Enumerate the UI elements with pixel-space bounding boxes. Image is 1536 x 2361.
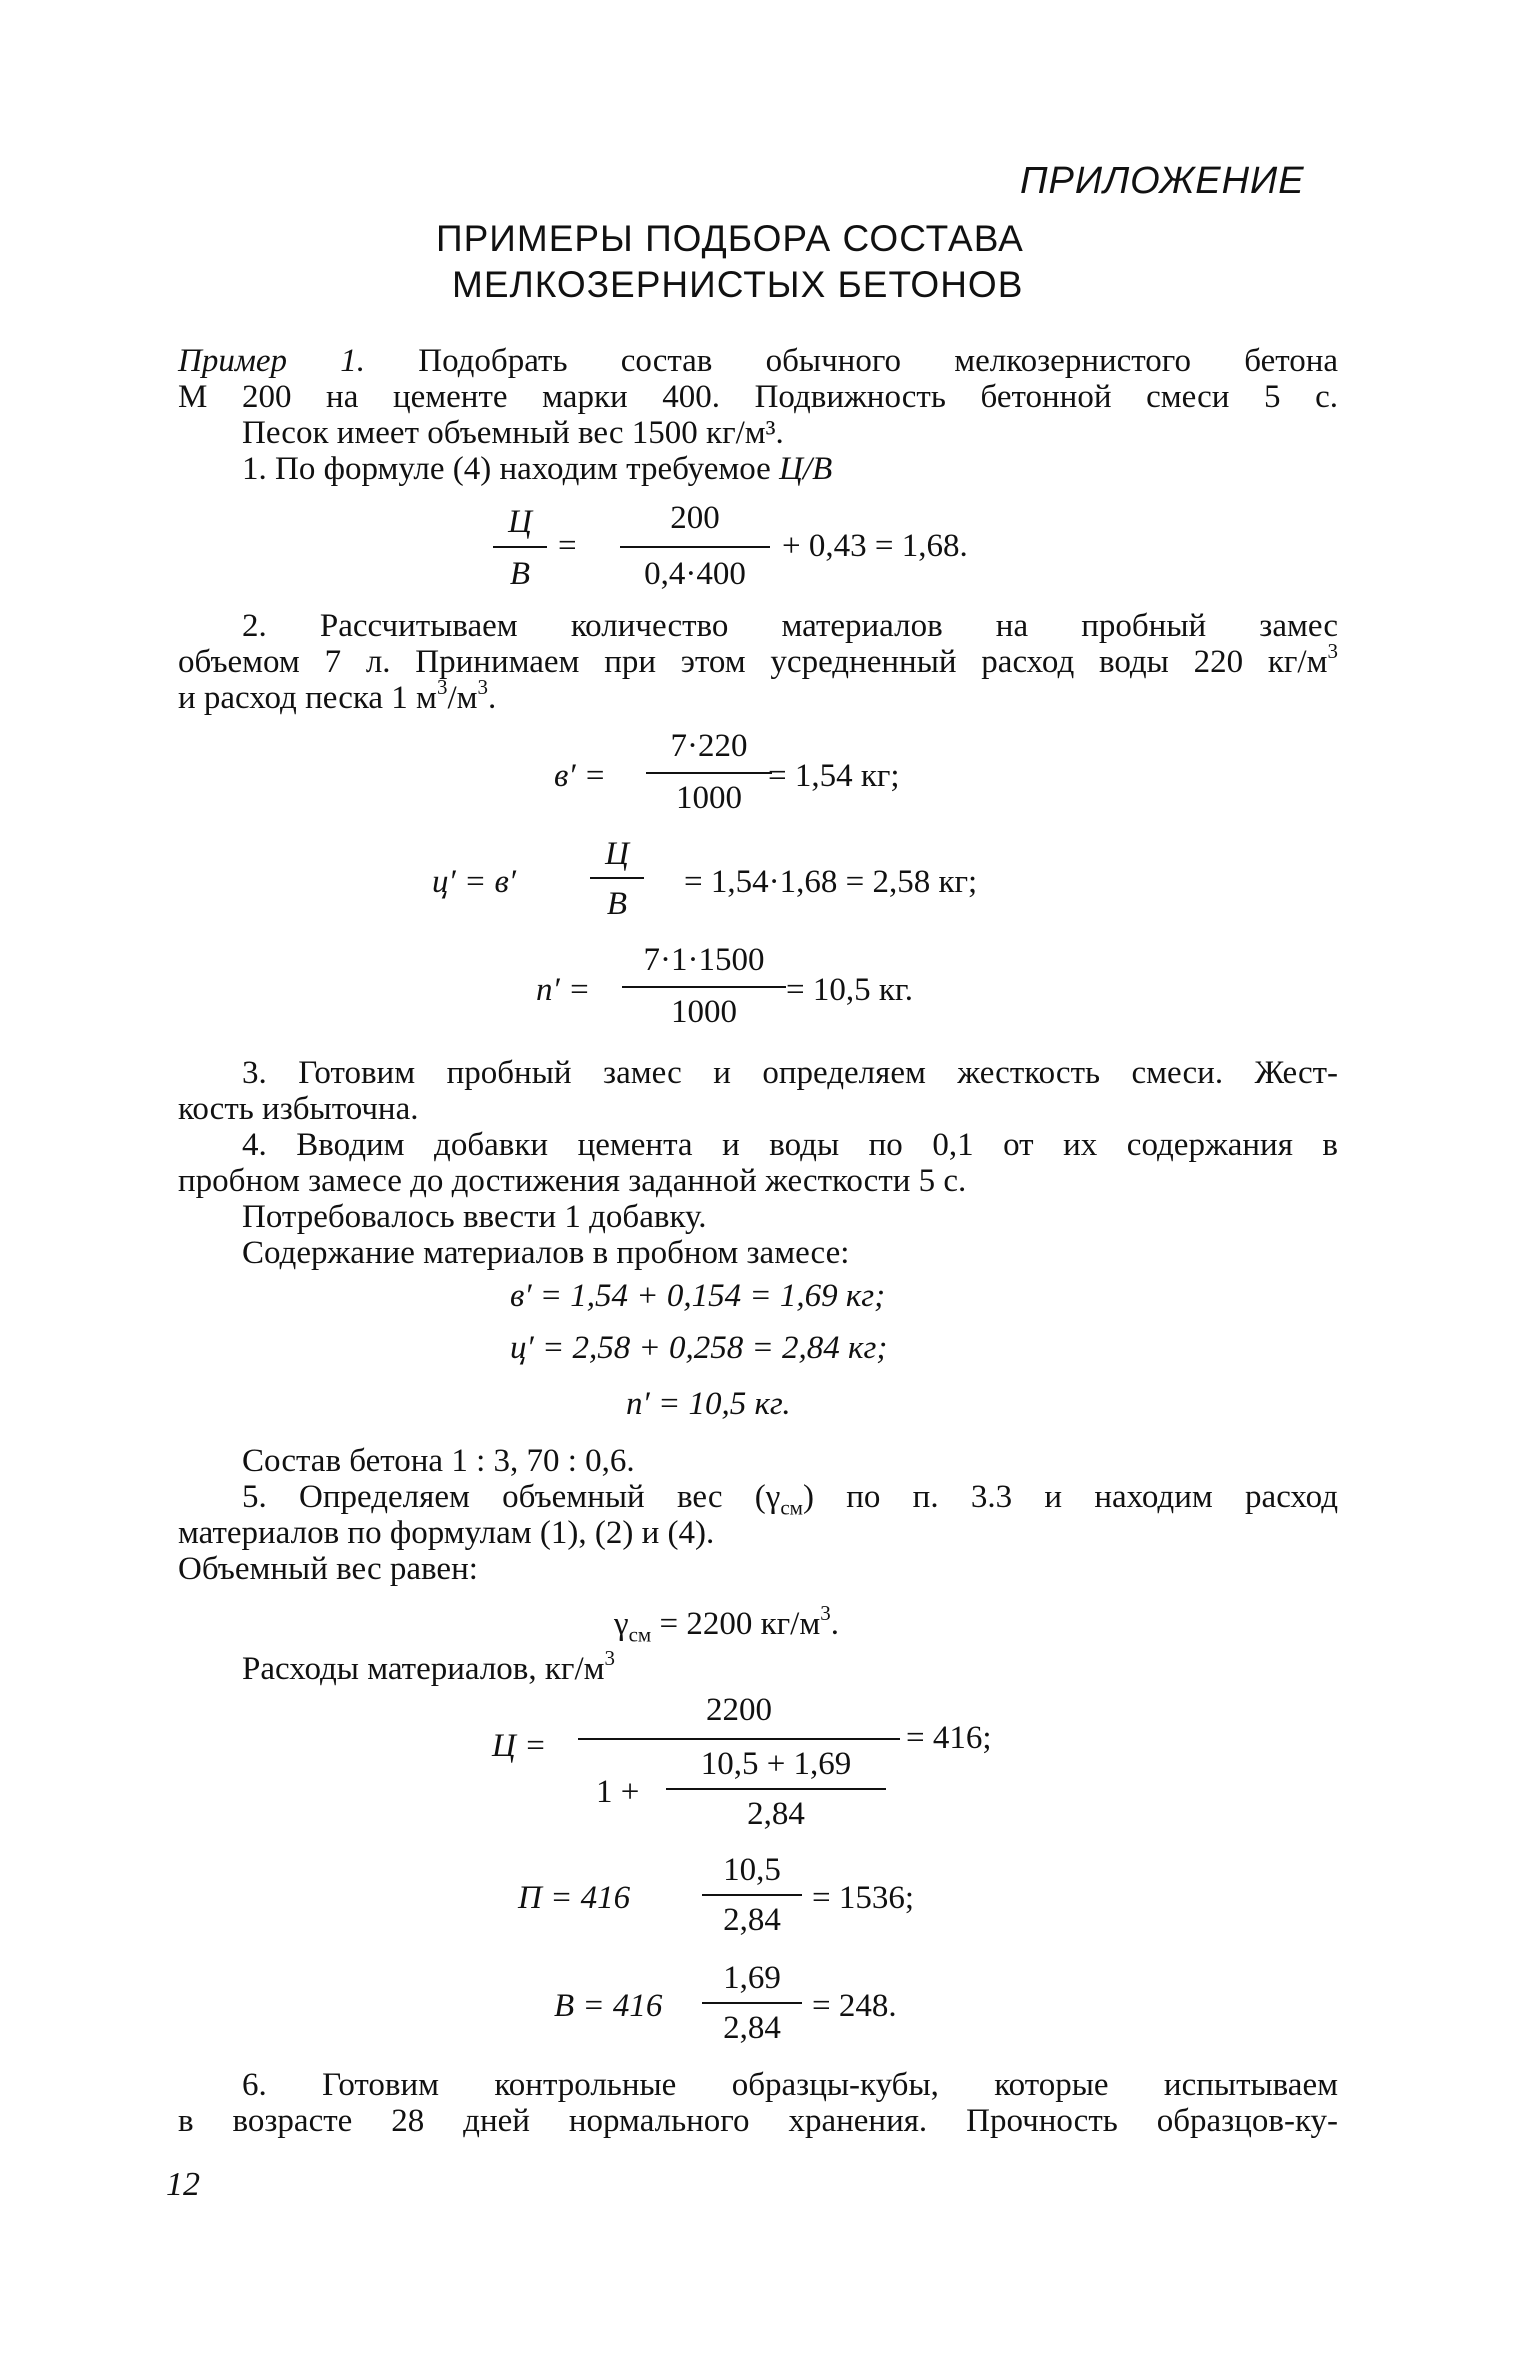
step-4-line-4: Содержание материалов в пробном замесе: xyxy=(242,1235,850,1271)
eq3-numerator: Ц xyxy=(605,836,629,872)
eq5-line-2: ц′ = 2,58 + 0,258 = 2,84 кг; xyxy=(510,1330,888,1366)
example-1-line-3: Песок имеет объемный вес 1500 кг/м³. xyxy=(242,415,784,451)
step-5-line-2: материалов по формулам (1), (2) и (4). xyxy=(178,1515,715,1551)
example-label: Пример 1. xyxy=(178,343,366,379)
consumption-heading: Расходы материалов, $кг/м^3$ xyxy=(242,1646,616,1687)
step-1-text: 1. По формуле (4) находим требуемое xyxy=(242,451,780,487)
eq8-numerator: 10,5 xyxy=(723,1852,781,1888)
eq7-bar xyxy=(578,1738,900,1740)
section-title-line-1: ПРИМЕРЫ ПОДБОРА СОСТАВА xyxy=(436,218,1024,259)
eq7-numerator: 2200 xyxy=(706,1692,772,1728)
eq7-inner-numerator: 10,5 + 1,69 xyxy=(700,1746,852,1782)
eq1-bar xyxy=(620,546,770,548)
eq4-numerator: 7·1·1500 xyxy=(643,942,765,978)
equation-6: $\gamma_{см} = 2200$ $кг/м^3$. xyxy=(614,1601,839,1647)
step-3-line-2: кость избыточна. xyxy=(178,1091,419,1127)
step-5-line-1: 5. Определяем объемный вес $(\gamma_{см})$ по п. 3.3 и находим расход xyxy=(242,1479,1338,1520)
appendix-label: ПРИЛОЖЕНИЕ xyxy=(1020,160,1305,202)
eq2-numerator: 7·220 xyxy=(670,728,748,764)
eq8-tail: = 1536; xyxy=(812,1880,915,1916)
eq5-line-3: п′ = 10,5 кг. xyxy=(626,1386,791,1422)
example-1-text: Подобрать состав обычного мелкозернистого бетона xyxy=(418,343,1339,379)
eq8-lhs: П = 416 xyxy=(518,1880,631,1916)
eq3-tail: = 1,54·1,68 = 2,58 кг; xyxy=(684,864,978,900)
eq9-numerator: 1,69 xyxy=(723,1960,781,1996)
eq1-tail: + 0,43 = 1,68. xyxy=(782,528,968,564)
eq1-lhs-bar xyxy=(493,546,547,548)
eq9-denominator: 2,84 xyxy=(723,2010,781,2046)
example-1-line-1 xyxy=(178,342,1338,380)
eq7-inner-bar xyxy=(666,1788,886,1790)
eq5-line-1: в′ = 1,54 + 0,154 = 1,69 кг; xyxy=(510,1278,886,1314)
eq7-denominator-lead: 1 + xyxy=(596,1774,640,1810)
eq3-bar xyxy=(590,877,644,879)
eq7-tail: = 416; xyxy=(906,1720,992,1756)
eq3-lhs: ц′ = в′ xyxy=(432,864,517,900)
step-4-line-2: пробном замесе до достижения заданной жесткости 5 с. xyxy=(178,1163,967,1199)
page-number: 12 xyxy=(166,2166,200,2203)
step-5-line-3: Объемный вес равен: xyxy=(178,1551,478,1587)
eq4-lhs: п′ = xyxy=(536,972,591,1008)
mix-composition: Состав бетона 1 : 3, 70 : 0,6. xyxy=(242,1443,635,1479)
eq4-denominator: 1000 xyxy=(671,994,737,1030)
eq1-lhs-denominator: В xyxy=(509,556,531,592)
eq1-numerator: 200 xyxy=(670,500,720,536)
step-3-line-1: 3. Готовим пробный замес и определяем жесткость смеси. Жест- xyxy=(242,1055,1338,1091)
step-2-line-2: объемом 7 л. Принимаем при этом усредненный расход воды 220 $кг/м^3$ xyxy=(178,639,1338,680)
example-1-line-2: М 200 на цементе марки 400. Подвижность бетонной смеси 5 с. xyxy=(178,379,1338,415)
eq9-tail: = 248. xyxy=(812,1988,897,2024)
eq8-bar xyxy=(702,1894,802,1896)
eq8-denominator: 2,84 xyxy=(723,1902,781,1938)
eq1-equals: = xyxy=(558,528,577,564)
step-4-line-3: Потребовалось ввести 1 добавку. xyxy=(242,1199,707,1235)
eq1-denominator: 0,4·400 xyxy=(644,556,746,592)
eq1-lhs-numerator: Ц xyxy=(508,504,532,540)
eq9-bar xyxy=(702,2002,802,2004)
eq7-inner-denominator: 2,84 xyxy=(747,1796,805,1832)
step-6-line-2: в возрасте 28 дней нормального хранения. Прочность образцов-ку- xyxy=(178,2103,1338,2139)
step-2-line-3: и расход песка 1 $м^3/м^3$. xyxy=(178,675,497,716)
eq4-tail: = 10,5 кг. xyxy=(786,972,913,1008)
step-1-symbol: Ц/В xyxy=(779,451,833,487)
eq3-denominator: В xyxy=(606,886,628,922)
section-title-line-2: МЕЛКОЗЕРНИСТЫХ БЕТОНОВ xyxy=(452,264,1024,305)
step-4-line-1: 4. Вводим добавки цемента и воды по 0,1 от их содержания в xyxy=(242,1127,1338,1163)
eq2-denominator: 1000 xyxy=(676,780,742,816)
step-2-line-1: 2. Рассчитываем количество материалов на пробный замес xyxy=(242,608,1338,644)
eq4-bar xyxy=(622,986,786,988)
example-1-line-4 xyxy=(242,450,1338,488)
step-6-line-1: 6. Готовим контрольные образцы-кубы, которые испытываем xyxy=(242,2067,1338,2103)
eq7-lhs: Ц = xyxy=(492,1728,547,1764)
eq9-lhs: В = 416 xyxy=(554,1988,663,2024)
eq2-tail: = 1,54 кг; xyxy=(768,758,900,794)
eq2-lhs: в′ = xyxy=(554,758,607,794)
eq2-bar xyxy=(646,772,772,774)
